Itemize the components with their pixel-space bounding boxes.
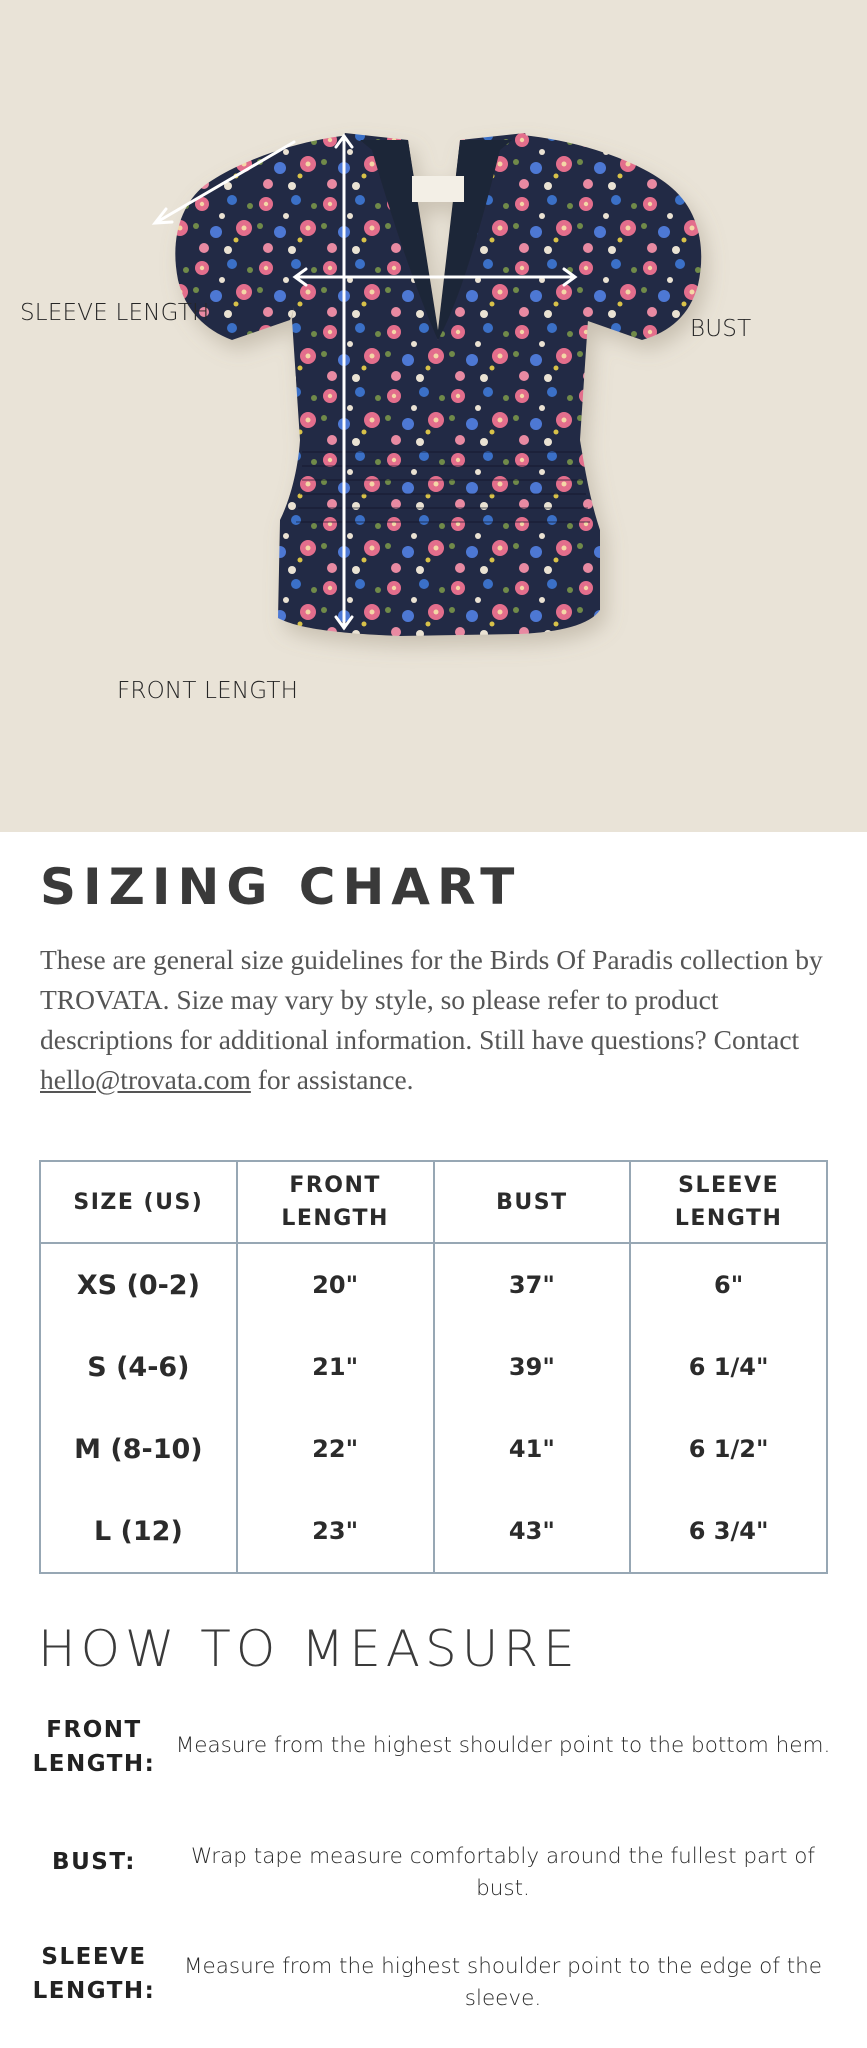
table-row (40, 1408, 827, 1490)
size-cell: S (4-6) (40, 1326, 237, 1408)
sleeve-length-description: Measure from the highest shoulder point to the edge of the sleeve. (183, 1954, 823, 2011)
sleeve-length-cell: 6 1/4" (630, 1326, 827, 1408)
header-size-label: SIZE (US) (73, 1189, 204, 1215)
garment-illustration (0, 0, 867, 832)
table-row (40, 1490, 827, 1573)
bust-term (20, 1845, 168, 1879)
size-table (39, 1160, 828, 1574)
front-length-cell: 23" (237, 1490, 434, 1573)
sleeve-length-cell: 6" (630, 1243, 827, 1326)
header-bust-label: BUST (496, 1189, 568, 1215)
term-line2: LENGTH: (32, 1751, 156, 1777)
size-cell: M (8-10) (40, 1408, 237, 1490)
email-link[interactable]: hello@trovata.com (40, 1064, 251, 1095)
bust-cell: 41" (434, 1408, 631, 1490)
header-sleeve-length (630, 1161, 827, 1243)
term-line1: BUST: (52, 1849, 136, 1875)
table-row (40, 1326, 827, 1408)
product-image (0, 0, 867, 832)
header-front-line2: LENGTH (281, 1206, 389, 1231)
sleeve-length-term (20, 1940, 168, 2008)
table-row (40, 1243, 827, 1326)
table-header-row (40, 1161, 827, 1243)
header-front-length (237, 1161, 434, 1243)
sizing-chart-title: SIZING CHART (40, 858, 522, 916)
sleeve-length-cell: 6 1/2" (630, 1408, 827, 1490)
bust-description: Wrap tape measure comfortably around the fullest part of bust. (190, 1844, 815, 1901)
bust-cell: 37" (434, 1243, 631, 1326)
bust-cell: 39" (434, 1326, 631, 1408)
header-size (40, 1161, 237, 1243)
front-length-cell: 20" (237, 1243, 434, 1326)
intro-suffix: for assistance. (250, 1064, 414, 1095)
how-to-measure-title: HOW TO MEASURE (38, 1620, 580, 1678)
header-sleeve-line1: SLEEVE (678, 1173, 780, 1198)
front-length-label: FRONT LENGTH (117, 678, 299, 704)
header-front-line1: FRONT (289, 1173, 381, 1198)
size-cell: L (12) (40, 1490, 237, 1573)
intro-text: These are general size guidelines for the Birds Of Paradis collection by TROVATA. Size may vary by style, so please refer to product descriptions for additional information. Still have questions? Contact (40, 944, 823, 1055)
term-line2: LENGTH: (32, 1978, 156, 2004)
front-length-cell: 21" (237, 1326, 434, 1408)
term-line1: FRONT (46, 1717, 142, 1743)
header-sleeve-line2: LENGTH (674, 1206, 783, 1231)
front-length-term (20, 1713, 168, 1781)
term-line1: SLEEVE (41, 1944, 147, 1970)
sleeve-length-cell: 6 3/4" (630, 1490, 827, 1573)
size-cell: XS (0-2) (40, 1243, 237, 1326)
bust-cell: 43" (434, 1490, 631, 1573)
bust-label: BUST (690, 316, 752, 342)
sizing-intro (40, 940, 840, 1100)
sleeve-length-label: SLEEVE LENGTH (20, 300, 210, 326)
header-bust (434, 1161, 631, 1243)
front-length-description: Measure from the highest shoulder point to the bottom hem. (175, 1733, 831, 1758)
front-length-cell: 22" (237, 1408, 434, 1490)
